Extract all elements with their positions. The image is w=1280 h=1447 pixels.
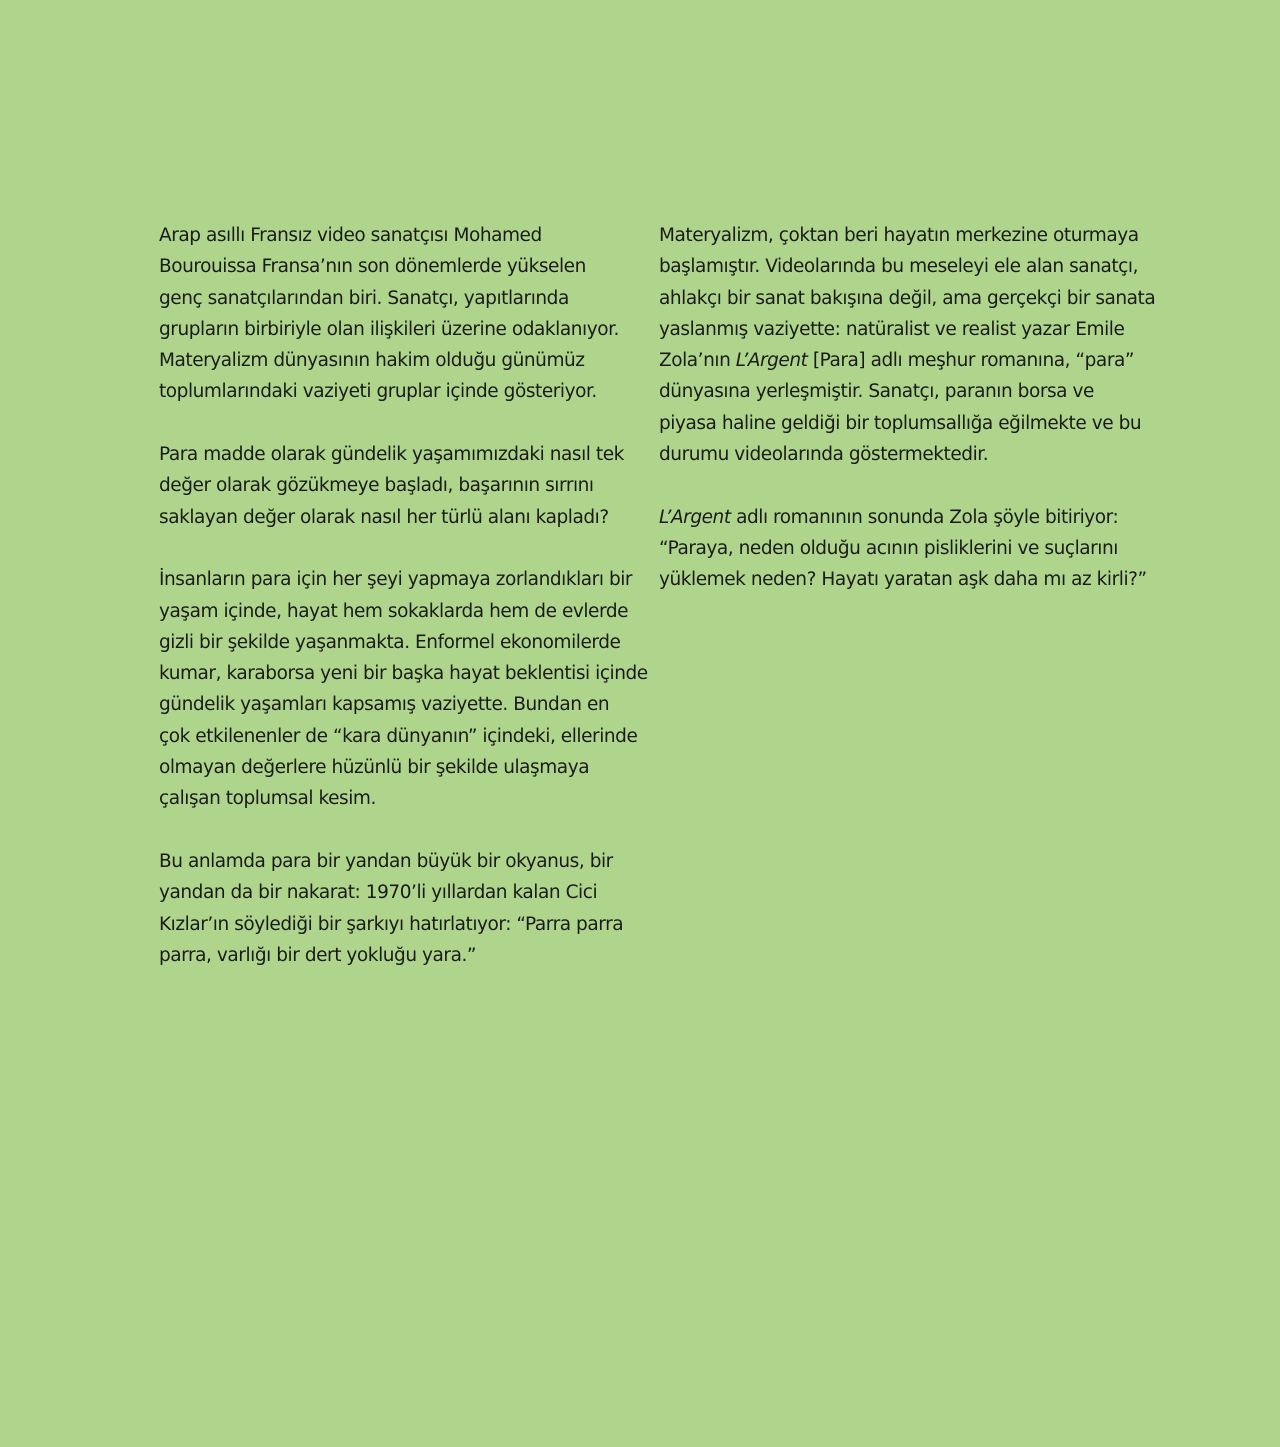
text-line: İnsanların para için her şeyi yapmaya zorlandıkları bir bbox=[159, 569, 633, 591]
text-line: kumar, karaborsa yeni bir başka hayat beklentisi içinde bbox=[159, 663, 648, 685]
left-paragraph-3 bbox=[159, 564, 648, 814]
paragraph-spacer bbox=[159, 815, 639, 846]
text-segment: [Para] adlı meşhur romanına, “para” bbox=[807, 350, 1134, 372]
left-paragraph-1 bbox=[159, 220, 639, 408]
text-line: Para madde olarak gündelik yaşamımızdaki nasıl tek bbox=[159, 444, 624, 466]
text-line: “Paraya, neden olduğu acının pisliklerini ve suçlarını bbox=[659, 537, 1118, 559]
text-line: çalışan toplumsal kesim. bbox=[159, 788, 376, 810]
text-line: saklayan değer olarak nasıl her türlü alanı kapladı? bbox=[159, 506, 609, 528]
text-line: Bu anlamda para bir yandan büyük bir okyanus, bir bbox=[159, 850, 613, 872]
text-line: değer olarak gözükmeye başladı, başarının sırrını bbox=[159, 475, 594, 497]
book-title-italic: L’Argent bbox=[735, 350, 808, 372]
left-text-column bbox=[159, 220, 648, 971]
text-line: parra, varlığı bir dert yokluğu yara.” bbox=[159, 944, 477, 966]
left-paragraph-4 bbox=[159, 846, 639, 971]
text-line: grupların birbiriyle olan ilişkileri üzerine odaklanıyor. bbox=[159, 318, 619, 340]
text-line: piyasa haline geldiği bir toplumsallığa eğilmekte ve bu bbox=[659, 412, 1142, 434]
text-line: Arap asıllı Fransız video sanatçısı Mohamed bbox=[159, 225, 542, 246]
text-line: Materyalizm dünyasının hakim olduğu günümüz bbox=[159, 350, 585, 372]
text-line: çok etkilenenler de “kara dünyanın” içindeki, ellerinde bbox=[159, 725, 638, 747]
text-line: Kızlar’ın söylediği bir şarkıyı hatırlatıyor: “Parra parra bbox=[159, 913, 624, 935]
right-paragraph-1 bbox=[659, 220, 1156, 470]
left-paragraph-2 bbox=[159, 439, 639, 533]
right-text-column bbox=[659, 220, 1156, 596]
text-line: ahlakçı bir sanat bakışına değil, ama gerçekçi bir sanata bbox=[659, 287, 1156, 309]
book-title-italic: L’Argent bbox=[659, 506, 731, 528]
paragraph-spacer bbox=[159, 533, 639, 564]
text-line bbox=[659, 345, 1144, 376]
text-segment: Zola’nın bbox=[659, 350, 736, 372]
text-line: Bourouissa Fransa’nın son dönemlerde yükselen bbox=[159, 256, 586, 278]
text-line: dünyasına yerleşmiştir. Sanatçı, paranın borsa ve bbox=[659, 381, 1094, 403]
text-line: yüklemek neden? Hayatı yaratan aşk daha mı az kirli?” bbox=[659, 569, 1147, 591]
text-line: durumu videolarında göstermektedir. bbox=[659, 444, 989, 466]
text-line: genç sanatçılarından biri. Sanatçı, yapıtlarında bbox=[159, 287, 569, 309]
text-line: gündelik yaşamları kapsamış vaziyette. Bundan en bbox=[159, 694, 610, 716]
right-paragraph-2 bbox=[659, 502, 1147, 596]
text-line: yaşam içinde, hayat hem sokaklarda hem de evlerde bbox=[159, 600, 629, 622]
paragraph-spacer bbox=[659, 470, 1144, 501]
text-line: olmayan değerlere hüzünlü bir şekilde ulaşmaya bbox=[159, 757, 590, 779]
text-line bbox=[659, 502, 1144, 533]
text-line: gizli bir şekilde yaşanmakta. Enformel ekonomilerde bbox=[159, 631, 621, 653]
paragraph-spacer bbox=[159, 408, 639, 439]
text-line: yandan da bir nakarat: 1970’li yıllardan kalan Cici bbox=[159, 882, 598, 904]
text-line: Materyalizm, çoktan beri hayatın merkezine oturmaya bbox=[659, 225, 1139, 246]
text-segment: adlı romanının sonunda Zola şöyle bitiriyor: bbox=[730, 506, 1119, 528]
text-line: yaslanmış vaziyette: natüralist ve realist yazar Emile bbox=[659, 318, 1125, 340]
text-line: toplumlarındaki vaziyeti gruplar içinde gösteriyor. bbox=[159, 381, 597, 403]
text-line: başlamıştır. Videolarında bu meseleyi ele alan sanatçı, bbox=[659, 256, 1138, 278]
